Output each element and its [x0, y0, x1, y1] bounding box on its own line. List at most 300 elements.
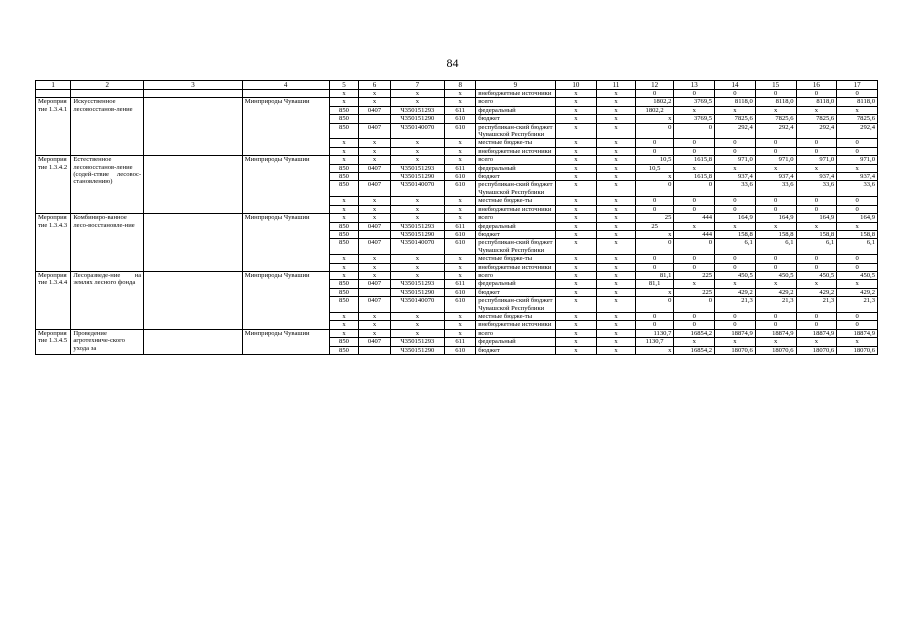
measure-id: Мероприятие 1.3.4.4	[36, 271, 71, 329]
budget-code: 850	[329, 280, 359, 288]
amount-value: х	[715, 106, 756, 114]
funding-source: всего	[476, 98, 555, 106]
budget-code: 611	[445, 222, 476, 230]
budget-code: Ч350151290	[390, 115, 445, 123]
amount-value: 0	[796, 90, 837, 98]
amount-value: 0	[796, 139, 837, 147]
column-number: 9	[476, 81, 555, 90]
table-row	[36, 90, 878, 98]
column-number: 1	[36, 81, 71, 90]
budget-code: Ч350151293	[390, 222, 445, 230]
amount-value: х	[796, 338, 837, 346]
amount-value: 8118,0	[715, 98, 756, 106]
budget-code: х	[329, 197, 359, 205]
column-number: 6	[359, 81, 390, 90]
amount-value: 0	[755, 197, 796, 205]
budget-code: х	[359, 139, 390, 147]
amount-value: 0	[755, 139, 796, 147]
column-number: 11	[597, 81, 636, 90]
budget-code: х	[329, 255, 359, 263]
amount-value: 0	[674, 139, 715, 147]
column-number: 4	[242, 81, 329, 90]
target-indicator: х	[555, 346, 597, 354]
budget-code: х	[390, 98, 445, 106]
budget-code: х	[445, 197, 476, 205]
budget-table	[35, 80, 878, 355]
target-value: х	[597, 271, 636, 279]
budget-code: х	[390, 255, 445, 263]
target-value: х	[597, 222, 636, 230]
target-value: х	[597, 321, 636, 329]
budget-code: 0407	[359, 239, 390, 255]
amount-value: 0	[635, 90, 674, 98]
amount-value: 7825,6	[837, 115, 878, 123]
budget-code: х	[359, 214, 390, 222]
amount-value: 0	[635, 263, 674, 271]
budget-code: 611	[445, 338, 476, 346]
budget-code: х	[445, 139, 476, 147]
amount-value: 164,9	[796, 214, 837, 222]
amount-value: 16854,2	[674, 346, 715, 354]
amount-value: 0	[674, 263, 715, 271]
budget-code: Ч350140070	[390, 123, 445, 139]
target-value: х	[597, 106, 636, 114]
amount-value: 0	[715, 205, 756, 213]
measure-id: Мероприятие 1.3.4.3	[36, 214, 71, 272]
funding-source: бюджет	[476, 173, 555, 181]
amount-value: 0	[715, 312, 756, 320]
budget-code: х	[445, 214, 476, 222]
budget-code: 850	[329, 106, 359, 114]
amount-value: 158,8	[796, 230, 837, 238]
amount-value: 0	[674, 181, 715, 197]
amount-value: х	[837, 106, 878, 114]
column-number: 13	[674, 81, 715, 90]
amount-value: 1802,2	[635, 106, 674, 114]
amount-value: 0	[635, 255, 674, 263]
table-row	[36, 214, 878, 222]
amount-value: х	[796, 164, 837, 172]
column-number: 17	[837, 81, 878, 90]
amount-value: 25	[635, 214, 674, 222]
amount-value: 18070,6	[796, 346, 837, 354]
target-value: х	[597, 98, 636, 106]
amount-value: 971,0	[796, 156, 837, 164]
amount-value: 0	[635, 239, 674, 255]
amount-value: 158,8	[837, 230, 878, 238]
amount-value: 292,4	[837, 123, 878, 139]
budget-code: 850	[329, 297, 359, 313]
budget-code: х	[445, 271, 476, 279]
amount-value: 21,3	[796, 297, 837, 313]
measure-executor: Минприроды Чувашии	[242, 214, 329, 272]
measure-executor: Минприроды Чувашии	[242, 271, 329, 329]
amount-value: 0	[837, 139, 878, 147]
target-indicator: х	[555, 173, 597, 181]
target-indicator: х	[555, 214, 597, 222]
target-value: х	[597, 181, 636, 197]
funding-source: всего	[476, 156, 555, 164]
budget-code	[359, 288, 390, 296]
empty-cell	[242, 90, 329, 98]
budget-code: х	[359, 156, 390, 164]
funding-source: федеральный	[476, 222, 555, 230]
budget-code: х	[329, 263, 359, 271]
budget-code: х	[329, 156, 359, 164]
amount-value: 937,4	[837, 173, 878, 181]
empty-cell	[144, 329, 243, 354]
amount-value: 937,4	[796, 173, 837, 181]
target-indicator: х	[555, 164, 597, 172]
amount-value: 0	[755, 263, 796, 271]
budget-code: 610	[445, 115, 476, 123]
target-indicator: х	[555, 90, 597, 98]
budget-code: х	[329, 139, 359, 147]
amount-value: 8118,0	[796, 98, 837, 106]
amount-value: 6,1	[715, 239, 756, 255]
amount-value: 0	[674, 147, 715, 155]
amount-value: 6,1	[796, 239, 837, 255]
amount-value: 3769,5	[674, 115, 715, 123]
column-number: 2	[71, 81, 144, 90]
target-indicator: х	[555, 239, 597, 255]
budget-code: 850	[329, 164, 359, 172]
amount-value: 0	[635, 181, 674, 197]
amount-value: 0	[635, 147, 674, 155]
amount-value: 164,9	[755, 214, 796, 222]
target-indicator: х	[555, 271, 597, 279]
amount-value: 33,6	[715, 181, 756, 197]
amount-value: 971,0	[755, 156, 796, 164]
amount-value: 0	[796, 321, 837, 329]
budget-code: х	[445, 255, 476, 263]
funding-source: федеральный	[476, 338, 555, 346]
target-indicator: х	[555, 115, 597, 123]
funding-source: республикан-ский бюджет Чувашской Республики	[476, 181, 555, 197]
budget-code: х	[359, 147, 390, 155]
amount-value: 1130,7	[635, 338, 674, 346]
funding-source: всего	[476, 271, 555, 279]
amount-value: 0	[635, 123, 674, 139]
budget-code	[359, 346, 390, 354]
measure-id: Мероприятие 1.3.4.1	[36, 98, 71, 156]
amount-value: 33,6	[837, 181, 878, 197]
budget-code	[359, 115, 390, 123]
budget-code: Ч350151293	[390, 280, 445, 288]
budget-code: 611	[445, 280, 476, 288]
budget-code: х	[359, 271, 390, 279]
budget-code: х	[445, 321, 476, 329]
amount-value: 0	[715, 90, 756, 98]
amount-value: 33,6	[755, 181, 796, 197]
amount-value: 0	[715, 197, 756, 205]
measure-name: Комбиниро-ванное лесо-восстановле-ние	[71, 214, 144, 272]
target-indicator: х	[555, 147, 597, 155]
amount-value: х	[796, 106, 837, 114]
budget-code: Ч350151293	[390, 164, 445, 172]
budget-code: 850	[329, 115, 359, 123]
target-value: х	[597, 156, 636, 164]
amount-value: х	[715, 280, 756, 288]
budget-code: Ч350151290	[390, 230, 445, 238]
amount-value: 81,1	[635, 280, 674, 288]
amount-value: 16854,2	[674, 329, 715, 337]
amount-value: 1130,7	[635, 329, 674, 337]
budget-code: х	[445, 90, 476, 98]
amount-value: 7825,6	[755, 115, 796, 123]
column-number: 16	[796, 81, 837, 90]
amount-value: 0	[837, 205, 878, 213]
budget-code: 0407	[359, 222, 390, 230]
funding-source: федеральный	[476, 106, 555, 114]
budget-code: х	[390, 197, 445, 205]
amount-value: 292,4	[796, 123, 837, 139]
funding-source: внебюджетные источники	[476, 205, 555, 213]
amount-value: 429,2	[837, 288, 878, 296]
target-value: х	[597, 139, 636, 147]
target-indicator: х	[555, 139, 597, 147]
funding-source: республикан-ский бюджет Чувашской Республики	[476, 123, 555, 139]
amount-value: 7825,6	[715, 115, 756, 123]
budget-code: х	[390, 156, 445, 164]
amount-value: 937,4	[715, 173, 756, 181]
table-row	[36, 98, 878, 106]
amount-value: 0	[674, 239, 715, 255]
amount-value: 18874,9	[837, 329, 878, 337]
budget-code: 0407	[359, 280, 390, 288]
amount-value: 18874,9	[715, 329, 756, 337]
budget-code: х	[329, 98, 359, 106]
amount-value: 0	[837, 147, 878, 155]
amount-value: 25	[635, 222, 674, 230]
budget-code: х	[329, 205, 359, 213]
target-value: х	[597, 147, 636, 155]
budget-code: х	[445, 312, 476, 320]
column-number: 7	[390, 81, 445, 90]
amount-value: 0	[674, 297, 715, 313]
amount-value: 0	[635, 139, 674, 147]
budget-code: х	[445, 156, 476, 164]
measure-name: Естественное лесовосстанов-ление (содей-ствие лесовос-становлению)	[71, 156, 144, 214]
budget-code: Ч350140070	[390, 297, 445, 313]
budget-code: х	[359, 90, 390, 98]
budget-code	[359, 230, 390, 238]
amount-value: 0	[796, 205, 837, 213]
budget-code: х	[445, 98, 476, 106]
budget-code: 0407	[359, 106, 390, 114]
amount-value: 937,4	[755, 173, 796, 181]
budget-code: х	[445, 263, 476, 271]
amount-value: 0	[796, 255, 837, 263]
amount-value: 0	[755, 321, 796, 329]
amount-value: 18874,9	[755, 329, 796, 337]
target-indicator: х	[555, 255, 597, 263]
target-indicator: х	[555, 123, 597, 139]
amount-value: 0	[635, 321, 674, 329]
column-number: 5	[329, 81, 359, 90]
amount-value: 0	[635, 197, 674, 205]
column-number: 15	[755, 81, 796, 90]
target-value: х	[597, 115, 636, 123]
target-value: х	[597, 346, 636, 354]
budget-code: х	[359, 205, 390, 213]
target-value: х	[597, 123, 636, 139]
target-value: х	[597, 329, 636, 337]
amount-value: 18070,6	[837, 346, 878, 354]
amount-value: 21,3	[755, 297, 796, 313]
measure-name: Проведение агротехниче-ского ухода за	[71, 329, 144, 354]
target-indicator: х	[555, 222, 597, 230]
amount-value: 1615,8	[674, 156, 715, 164]
target-value: х	[597, 205, 636, 213]
target-indicator: х	[555, 106, 597, 114]
amount-value: 0	[635, 297, 674, 313]
measure-name: Искусственное лесовосстанов-ление	[71, 98, 144, 156]
amount-value: 8118,0	[837, 98, 878, 106]
amount-value: 21,3	[837, 297, 878, 313]
table-body	[36, 90, 878, 355]
target-indicator: х	[555, 297, 597, 313]
amount-value: 225	[674, 271, 715, 279]
target-value: х	[597, 338, 636, 346]
funding-source: местные бюдже-ты	[476, 197, 555, 205]
target-indicator: х	[555, 338, 597, 346]
budget-code: 850	[329, 181, 359, 197]
amount-value: 0	[755, 205, 796, 213]
table-row	[36, 329, 878, 337]
budget-code: 0407	[359, 164, 390, 172]
budget-code: 0407	[359, 338, 390, 346]
amount-value: х	[837, 222, 878, 230]
funding-source: всего	[476, 214, 555, 222]
budget-code: 0407	[359, 181, 390, 197]
column-number: 10	[555, 81, 597, 90]
funding-source: республикан-ский бюджет Чувашской Республики	[476, 297, 555, 313]
column-number: 12	[635, 81, 674, 90]
amount-value: 3769,5	[674, 98, 715, 106]
amount-value: 0	[715, 321, 756, 329]
budget-code: х	[329, 90, 359, 98]
amount-value: 8118,0	[755, 98, 796, 106]
target-indicator: х	[555, 181, 597, 197]
budget-code: х	[390, 147, 445, 155]
target-value: х	[597, 164, 636, 172]
empty-cell	[144, 214, 243, 272]
target-value: х	[597, 312, 636, 320]
funding-source: внебюджетные источники	[476, 90, 555, 98]
amount-value: х	[837, 338, 878, 346]
amount-value: 0	[796, 312, 837, 320]
target-value: х	[597, 90, 636, 98]
amount-value: 444	[674, 214, 715, 222]
amount-value: 0	[674, 255, 715, 263]
budget-code: х	[445, 147, 476, 155]
amount-value: 0	[796, 263, 837, 271]
target-value: х	[597, 230, 636, 238]
budget-code: 610	[445, 173, 476, 181]
amount-value: 1802,2	[635, 98, 674, 106]
target-value: х	[597, 280, 636, 288]
funding-source: бюджет	[476, 115, 555, 123]
empty-cell	[36, 90, 71, 98]
amount-value: 0	[674, 197, 715, 205]
amount-value: х	[755, 164, 796, 172]
amount-value: 18070,6	[755, 346, 796, 354]
budget-code: х	[390, 205, 445, 213]
amount-value: 0	[715, 263, 756, 271]
funding-source: местные бюдже-ты	[476, 139, 555, 147]
budget-code: 610	[445, 181, 476, 197]
amount-value: х	[674, 164, 715, 172]
amount-value: х	[755, 280, 796, 288]
target-indicator: х	[555, 98, 597, 106]
amount-value: 0	[674, 205, 715, 213]
amount-value: 292,4	[715, 123, 756, 139]
amount-value: 0	[715, 139, 756, 147]
amount-value: х	[635, 230, 674, 238]
amount-value: х	[837, 164, 878, 172]
budget-code: х	[329, 312, 359, 320]
amount-value: 158,8	[755, 230, 796, 238]
target-indicator: х	[555, 280, 597, 288]
measure-id: Мероприятие 1.3.4.5	[36, 329, 71, 354]
amount-value: 164,9	[715, 214, 756, 222]
budget-code: х	[390, 271, 445, 279]
page-number: 84	[446, 56, 459, 70]
amount-value: 0	[755, 255, 796, 263]
target-value: х	[597, 239, 636, 255]
amount-value: 429,2	[796, 288, 837, 296]
amount-value: х	[674, 280, 715, 288]
column-number: 3	[144, 81, 243, 90]
budget-code	[359, 173, 390, 181]
budget-code: х	[359, 263, 390, 271]
funding-source: бюджет	[476, 288, 555, 296]
budget-code: 850	[329, 123, 359, 139]
budget-code: 610	[445, 230, 476, 238]
target-value: х	[597, 197, 636, 205]
budget-code: х	[390, 263, 445, 271]
funding-source: внебюджетные источники	[476, 263, 555, 271]
amount-value: 0	[715, 255, 756, 263]
budget-code: х	[390, 329, 445, 337]
budget-code: 850	[329, 222, 359, 230]
target-indicator: х	[555, 156, 597, 164]
amount-value: 0	[635, 312, 674, 320]
budget-code: х	[390, 214, 445, 222]
amount-value: 0	[755, 312, 796, 320]
amount-value: х	[837, 280, 878, 288]
budget-code: х	[329, 147, 359, 155]
amount-value: 21,3	[715, 297, 756, 313]
budget-code: Ч350151293	[390, 338, 445, 346]
amount-value: 0	[837, 321, 878, 329]
budget-code: 611	[445, 164, 476, 172]
budget-code: Ч350151290	[390, 173, 445, 181]
amount-value: 0	[674, 123, 715, 139]
amount-value: 450,5	[837, 271, 878, 279]
budget-code: х	[359, 329, 390, 337]
amount-value: 7825,6	[796, 115, 837, 123]
amount-value: 0	[837, 255, 878, 263]
budget-code: 610	[445, 239, 476, 255]
amount-value: 81,1	[635, 271, 674, 279]
measure-executor: Минприроды Чувашии	[242, 98, 329, 156]
amount-value: 0	[674, 321, 715, 329]
target-indicator: х	[555, 321, 597, 329]
budget-code: 610	[445, 123, 476, 139]
amount-value: х	[635, 115, 674, 123]
